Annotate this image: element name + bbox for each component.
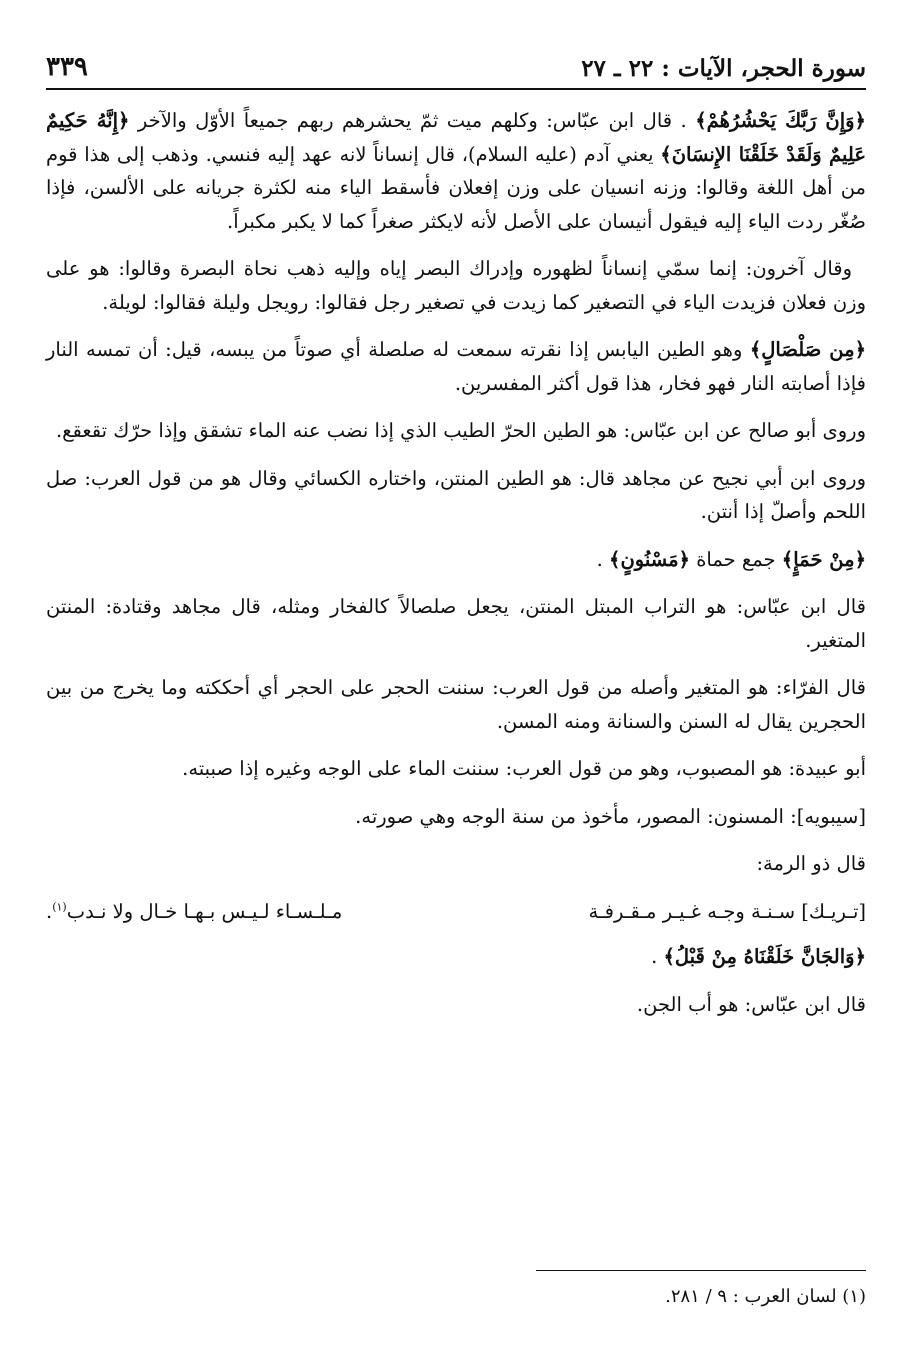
- commentary-text: قال الفرّاء: هو المتغير وأصله من قول العرب: سننت الحجر على الحجر أي أحككته وما يخرج من بين الحجرين يقال له السنن والسنانة ومنه المسن.: [46, 676, 866, 733]
- quran-verse-text: ﴿وَالجَانَّ خَلَقْنَاهُ مِنْ قَبْلُ﴾: [663, 945, 866, 968]
- poetry-verse: [46, 895, 866, 929]
- paragraph: [46, 940, 866, 974]
- running-title: سورة الحجر، الآيات : ٢٢ ـ ٢٧: [581, 55, 866, 82]
- commentary-text: [سيبويه]: المسنون: المصور، مأخوذ من سنة الوجه وهي صورته.: [355, 804, 866, 828]
- paragraph: [46, 543, 866, 577]
- quran-verse-text: ﴿مَسْنُونٍ﴾: [609, 547, 690, 571]
- commentary-text: جمع حماة: [690, 547, 782, 571]
- commentary-text: . قال ابن عبّاس: وكلهم ميت ثمّ يحشرهم ربهم جميعاً الأوّل والآخر: [129, 109, 696, 132]
- paragraph: [46, 671, 866, 738]
- paragraph: [46, 462, 866, 529]
- quran-verse-text: ﴿إِنَّهُ حَكِيمٌ عَلِيمٌ وَلَقَدْ خَلَقْنَا الإِنسَانَ﴾: [46, 109, 866, 166]
- verse-end: .: [46, 899, 53, 923]
- verse-second-wrapper: [46, 895, 342, 929]
- paragraph: [46, 414, 866, 448]
- commentary-text: وقال آخرون: إنما سمّي إنساناً لظهوره وإدراك البصر إياه وإليه ذهب نحاة البصرة وقالوا: هو على وزن فعلان فزيدت الياء في التصغير كما زيدت في تصغير رجل فقالوا: رويجل وليلة فقالوا: لويلة.: [46, 257, 866, 314]
- commentary-text: وهو الطين اليابس إذا نقرته سمعت له صلصلة أي صوتاً من يبسه، قيل: أن تمسه النار فإذا أصابته النار فهو فخار، هذا قول أكثر المفسرين.: [46, 338, 866, 395]
- paragraph: [46, 590, 866, 657]
- paragraph: [46, 988, 866, 1022]
- commentary-text: قال ابن عبّاس: هو التراب المبتل المنتن، يجعل صلصالاً كالفخار ومثله، قال مجاهد وقتادة: المنتن المتغير.: [46, 595, 866, 652]
- paragraph: [46, 252, 866, 319]
- commentary-text: قال ذو الرمة:: [756, 852, 866, 875]
- footnote-marker: (١): [52, 900, 67, 913]
- paragraph: [46, 752, 866, 786]
- verse-first-hemistich: [تـريـك] سـنـة وجـه غـيـر مـقـرفـة: [588, 899, 866, 923]
- page-header: [46, 44, 866, 90]
- closing-paragraphs: [46, 940, 866, 1021]
- commentary-text: .: [651, 945, 664, 968]
- quran-verse-text: ﴿مِن صَلْصَالٍ﴾: [749, 338, 866, 361]
- commentary-text: قال ابن عبّاس: هو أب الجن.: [636, 992, 866, 1016]
- commentary-text: .: [596, 547, 610, 571]
- footnote-separator: [536, 1270, 866, 1271]
- commentary-text: أبو عبيدة: هو المصبوب، وهو من قول العرب: سننت الماء على الوجه وغيره إذا صببته.: [182, 757, 866, 780]
- page-body: [46, 104, 866, 1035]
- quran-verse-text: ﴿مِنْ حَمَإٍ﴾: [781, 547, 866, 571]
- commentary-text: يعني آدم (عليه السلام)، قال إنساناً لانه عهد إليه فنسي. وذهب إلى هذا قوم من أهل اللغة وقالوا: وزنه انسيان على وزن إفعلان فأسقط الياء منه لكثرة جريانه على الألسن، فإذا صُغّر ردت الياء إليه فيقول أنيسان على الأصل لأنه لايكثر صغراً كما لا يكبر مكبراً.: [46, 142, 866, 233]
- verse-second-hemistich: مـلـسـاء لـيـس بـهـا خـال ولا نـدب: [66, 899, 343, 923]
- paragraph: [46, 800, 866, 834]
- commentary-text: وروى أبو صالح عن ابن عبّاس: هو الطين الحرّ الطيب الذي إذا نضب عنه الماء تشقق وإذا حرّك تقعقع.: [55, 419, 866, 442]
- footnote: (١) لسان العرب : ٩ / ٢٨١.: [665, 1286, 866, 1307]
- page-number: ٣٣٩: [46, 52, 88, 82]
- paragraph: [46, 847, 866, 881]
- paragraph: [46, 104, 866, 238]
- quran-verse-text: ﴿وَإِنَّ رَبَّكَ يَحْشُرُهُمْ﴾: [695, 109, 866, 132]
- paragraph-list: [46, 104, 866, 881]
- paragraph: [46, 333, 866, 400]
- commentary-text: وروى ابن أبي نجيح عن مجاهد قال: هو الطين المنتن، واختاره الكسائي وقال هو من قول العرب: صل اللحم وأصلّ إذا أنتن.: [46, 466, 866, 523]
